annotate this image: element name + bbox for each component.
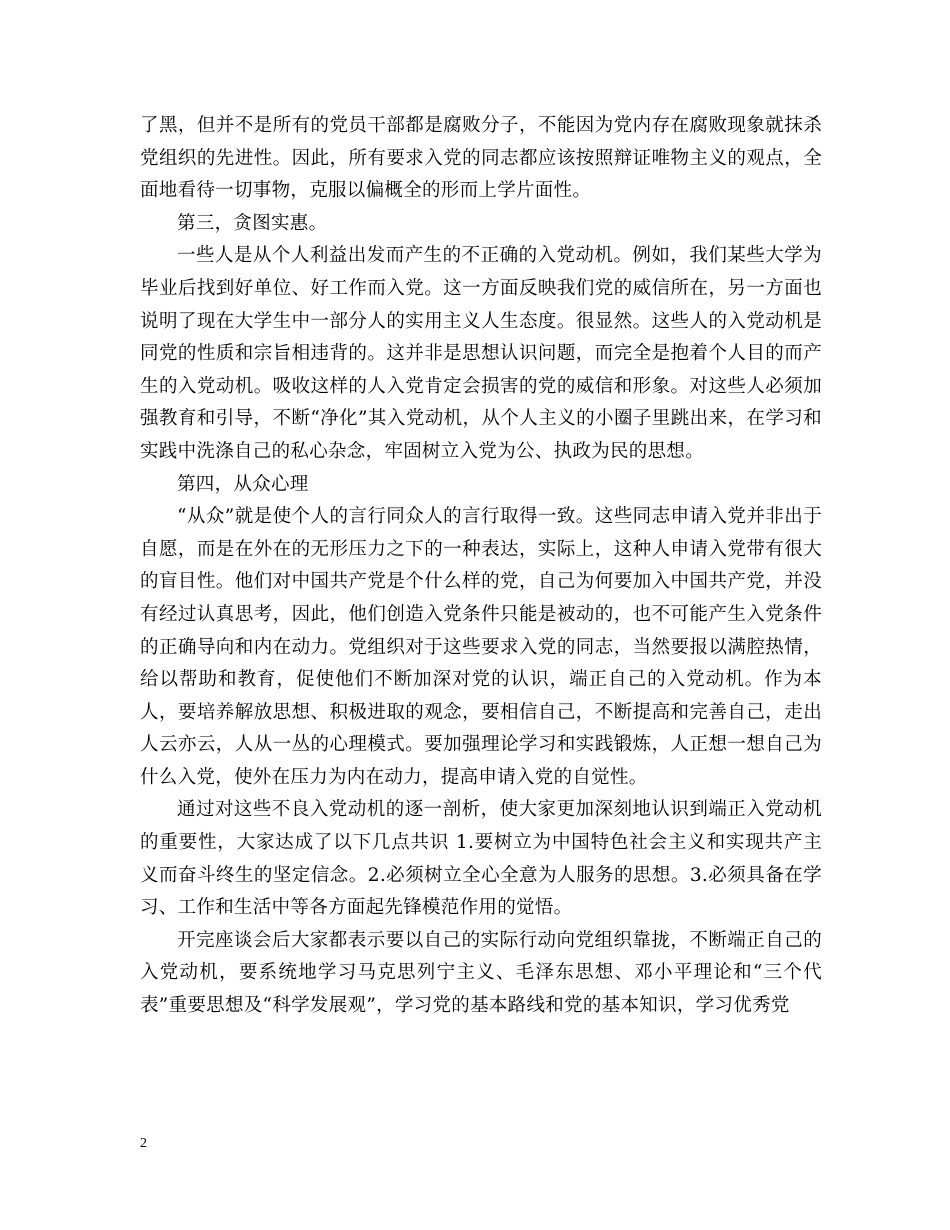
heading-third-point: 第三，贪图实惠。 [177,212,328,234]
paragraph-3: “从众”就是使个人的言行同众人的言行取得一致。这些同志申请入党并非出于自愿，而是在外在的无形压力之下的一种表达，实际上，这种人申请入党带有很大的盲目性。他们对中国共产党是个什么样的党，自己为何要加入中国共产党，并没有经过认真思考，因此，他们创造入党条件只能是被动的，也不可能产生入党条件的正确导向和内在动力。党组织对于这些要求入党的同志，当然要报以满腔热情，给以帮助和教育，促使他们不断加深对党的认识，端正自己的入党动机。作为本人，要培养解放思想、积极进取的观念，要相信自己，不断提高和完善自己，走出人云亦云，人从一丛的心理模式。要加强理论学习和实践锻炼，人正想一想自己为什么入党，使外在压力为内在动力，提高申请入党的自觉性。 [140,506,822,788]
document-body [140,110,822,1023]
heading-fourth-point: 第四，从众心理 [177,473,309,495]
page-number: 2 [140,1136,147,1151]
paragraph-2: 一些人是从个人利益出发而产生的不正确的入党动机。例如，我们某些大学为毕业后找到好单位、好工作而入党。这一方面反映我们党的威信所在，另一方面也说明了现在大学生中一部分人的实用主义人生态度。很显然。这些人的入党动机是同党的性质和宗旨相违背的。这并非是思想认识问题，而完全是抱着个人目的而产生的入党动机。吸收这样的人入党肯定会损害的党的威信和形象。对这些人必须加强教育和引导，不断“净化”其入党动机，从个人主义的小圈子里跳出来，在学习和实践中洗涤自己的私心杂念，牢固树立入党为公、执政为民的思想。 [140,245,822,462]
paragraph-1: 了黑，但并不是所有的党员干部都是腐败分子，不能因为党内存在腐败现象就抹杀党组织的先进性。因此，所有要求入党的同志都应该按照辩证唯物主义的观点，全面地看待一切事物，克服以偏概全的形而上学片面性。 [140,115,822,202]
paragraph-5: 开完座谈会后大家都表示要以自己的实际行动向党组织靠拢，不断端正自己的入党动机，要系统地学习马克思列宁主义、毛泽东思想、邓小平理论和“三个代表”重要思想及“科学发展观”，学习党的基本路线和党的基本知识，学习优秀党 [140,929,822,1017]
paragraph-4: 通过对这些不良入党动机的逐一剖析，使大家更加深刻地认识到端正入党动机的重要性，大家达成了以下几点共识 1.要树立为中国特色社会主义和实现共产主义而奋斗终生的坚定信念。2.必须树立全心全意为人服务的思想。3.必须具备在学习、工作和生活中等各方面起先锋模范作用的觉悟。 [140,799,822,919]
